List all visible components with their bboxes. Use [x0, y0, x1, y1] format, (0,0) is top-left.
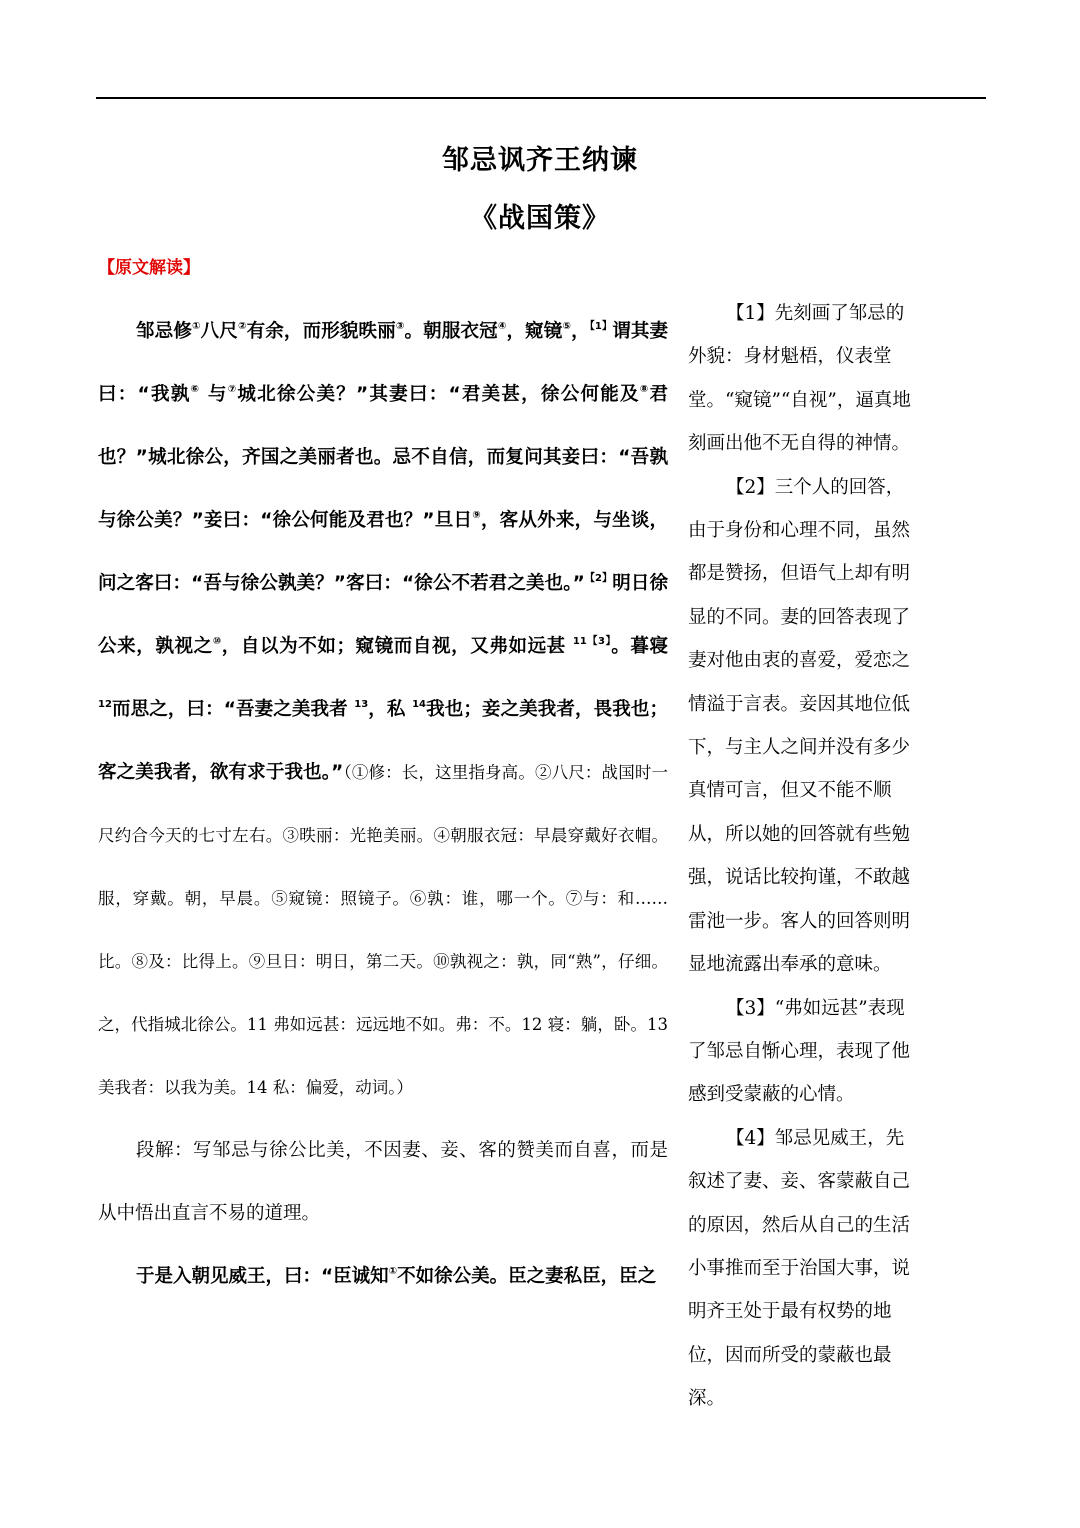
commentary-2: 【2】三个人的回答，由于身份和心理不同，虽然都是赞扬，但语气上却有明显的不同。妻的回答表现了妻对他由衷的喜爱，爱恋之情溢于言表。妾因其地位低下，与主人之间并没有多少真情可言，但又不能不顺从，所以她的回答就有些勉强，说话比较拘谨，不敢越雷池一步。客人的回答则明显地流露出奉承的意味。: [688, 476, 911, 976]
commentary-3: 【3】“弗如远甚”表现了邹忌自惭心理，表现了他感到受蒙蔽的心情。: [688, 997, 911, 1106]
paragraph-2: 段解：写邹忌与徐公比美，不因妻、妾、客的赞美而自喜，而是从中悟出直言不易的道理。: [98, 1140, 668, 1224]
side-commentary: [688, 292, 920, 1421]
commentary-4: 【4】邹忌见威王，先叙述了妻、妾、客蒙蔽自己的原因，然后从自己的生活小事推而至于治国大事，说明齐王处于最有权势的地位，因而所受的蒙蔽也最深。: [688, 1127, 911, 1410]
comment-ref-1: 【1】: [589, 321, 613, 332]
annotation-notes: （①修：长，这里指身高。②八尺：战国时一尺约合今天的七寸左右。③昳丽：光艳美丽。④朝服衣冠：早晨穿戴好衣帽。服，穿戴。朝，早晨。⑤窥镜：照镜子。⑥孰：谁，哪一个。⑦与：和……比。⑧及：比得上。⑨旦日：明日，第二天。⑩孰视之：孰，同“熟”，仔细。之，代指城北徐公。11 弗如远甚：远远地不如。弗：不。12 寝：躺，卧。13 美我者：以我为美。14 私：偏爱，动词。）: [98, 763, 668, 1097]
comment-ref-2: 【2】: [584, 573, 613, 584]
source-title: 《战国策》: [470, 203, 610, 234]
section-label: 【原文解读】: [98, 258, 200, 278]
paragraph-1: 邹忌修①八尺②有余，而形貌昳丽③。朝服衣冠④，窥镜⑤，$^{【1】}$谓其妻曰：“我孰⑥ 与⑦城北徐公美？”其妻曰：“君美甚，徐公何能及⑧君也？”城北徐公，齐国之美丽者也。忌不自信，而复问其妾曰：“吾孰与徐公美？”妾曰：“徐公何能及君也？”旦日⑨，客从外来，与坐谈，问之客曰：“吾与徐公孰美？”客曰：“徐公不若君之美也。”$^{【2】}$明日徐公来，孰视之⑩，自以为不如；窥镜而自视，又弗如远甚 $^{11【3】}$。暮寝 $^{12}$而思之，曰：“吾妻之美我者 $^{13}$，私 $^{14}$我也；妾之美我者，畏我也；客之美我者，欲有求于我也。”（①修：长，这里指身高。②八尺：战国时一尺约合今天的七寸左右。③昳丽：光艳美丽。④朝服衣冠：早晨穿戴好衣帽。服，穿戴。朝，早晨。⑤窥镜：照镜子。⑥孰：谁，哪一个。⑦与：和……比。⑧及：比得上。⑨旦日：明日，第二天。⑩孰视之：孰，同“熟”，仔细。之，代指城北徐公。11 弗如远甚：远远地不如。弗：不。12 寝：躺，卧。13 美我者：以我为美。14 私：偏爱，动词。）: [98, 321, 669, 1097]
main-text: [98, 300, 668, 1308]
paragraph-3: 于是入朝见威王，曰：“臣诚知①不如徐公美。臣之妻私臣，臣之: [136, 1266, 657, 1287]
commentary-1: 【1】先刻画了邹忌的外貌：身材魁梧，仪表堂堂。“窥镜”“自视”，逼真地刻画出他不无自得的神情。: [688, 303, 911, 455]
comment-ref-3: 【3】: [586, 636, 612, 647]
page-title: 邹忌讽齐王纳谏: [442, 145, 638, 176]
header-rule: [96, 97, 986, 99]
